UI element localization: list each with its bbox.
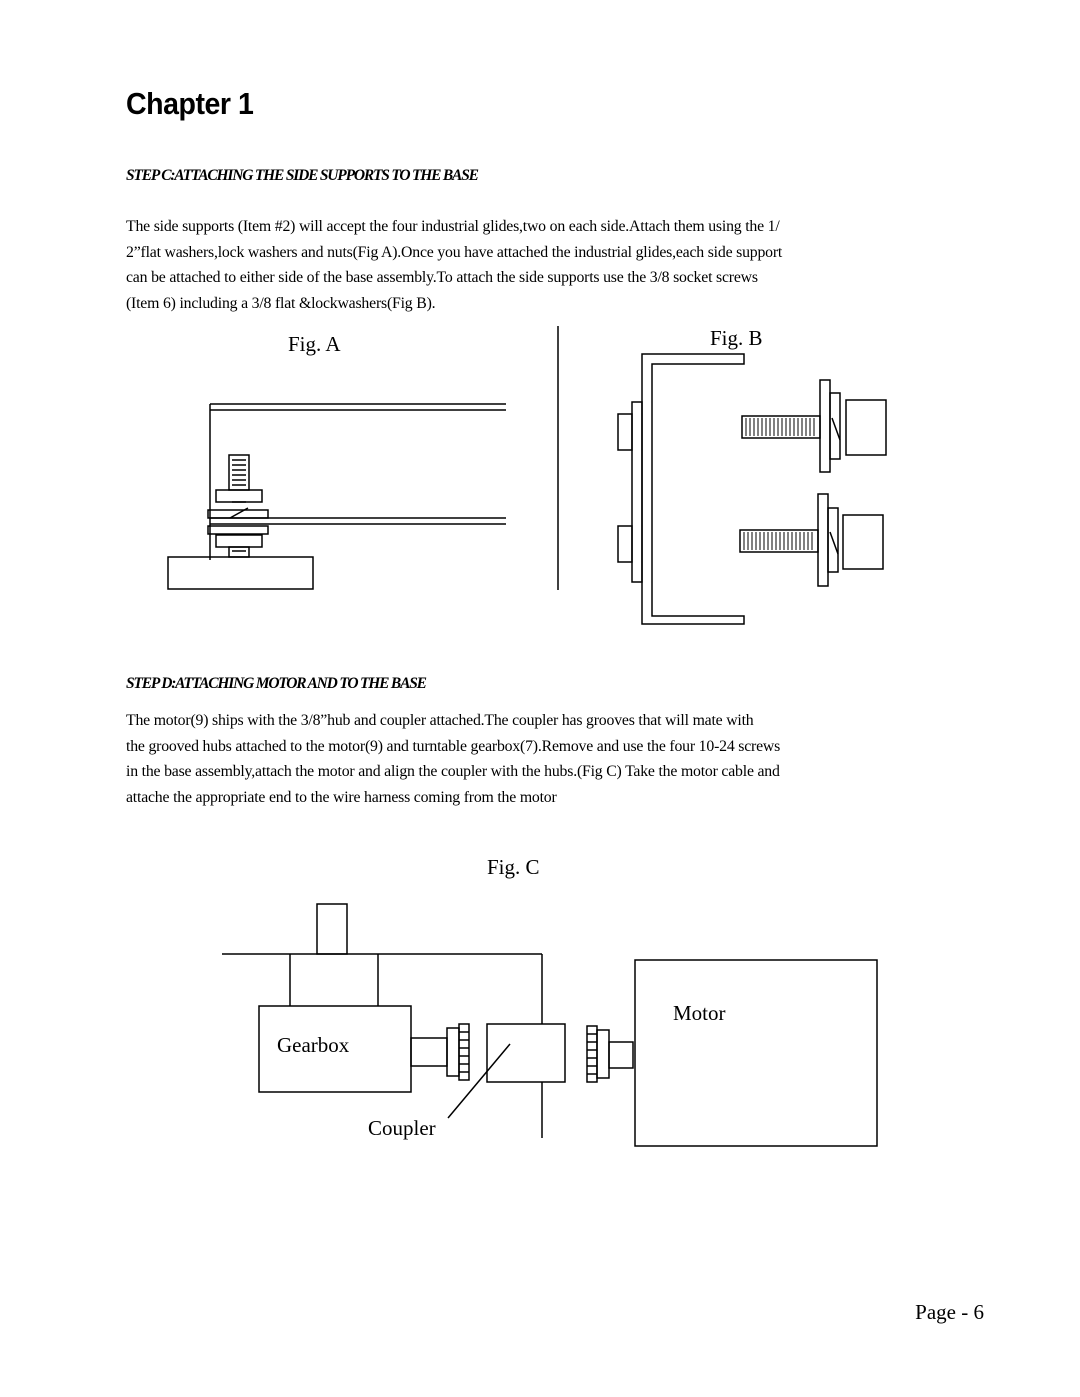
gearbox-grooved-hub — [447, 1024, 469, 1080]
step-d-line: attache the appropriate end to the wire harness coming from the motor — [126, 788, 557, 806]
motor-label: Motor — [673, 1001, 726, 1025]
step-d-heading-text: STEP D:ATTACHING MOTOR AND TO THE BASE — [126, 675, 426, 692]
step-c-line: The side supports (Item #2) will accept the four industrial glides,two on each side.Attach them using the 1/ — [126, 218, 780, 235]
step-d-line: The motor(9) ships with the 3/8”hub and coupler attached.The coupler has grooves that will mate with — [126, 712, 754, 729]
coupler-leader-line — [448, 1044, 510, 1118]
chapter-title: Chapter 1 — [126, 86, 254, 121]
motor-body — [635, 960, 877, 1146]
page-number: Page - 6 — [915, 1300, 984, 1324]
step-c-heading-text: STEP C:ATTACHING THE SIDE SUPPORTS TO THE BASE — [126, 167, 478, 184]
motor-grooved-hub — [587, 1026, 609, 1082]
coupler-label: Coupler — [368, 1116, 436, 1140]
fig-c-label: Fig. C — [487, 855, 540, 879]
gearbox-label: Gearbox — [277, 1033, 350, 1057]
step-d-line: the grooved hubs attached to the motor(9) and turntable gearbox(7).Remove and use the four 10-24 screws — [126, 737, 781, 755]
coupler-body — [487, 1024, 565, 1082]
step-d-line: in the base assembly,attach the motor and align the coupler with the hubs.(Fig C) Take the motor cable and — [126, 763, 780, 780]
fig-b-label: Fig. B — [710, 326, 763, 350]
motor-output-shaft — [609, 1042, 633, 1068]
turntable-shaft — [317, 904, 347, 954]
step-c-line: (Item 6) including a 3/8 flat &lockwashers(Fig B). — [126, 294, 436, 312]
step-c-line: 2”flat washers,lock washers and nuts(Fig A).Once you have attached the industrial glides,each side support — [126, 243, 783, 261]
gearbox-output-shaft — [411, 1038, 447, 1066]
step-c-line: can be attached to either side of the base assembly.To attach the side supports use the 3/8 socket screws — [126, 269, 758, 286]
fig-a-label: Fig. A — [288, 332, 341, 356]
